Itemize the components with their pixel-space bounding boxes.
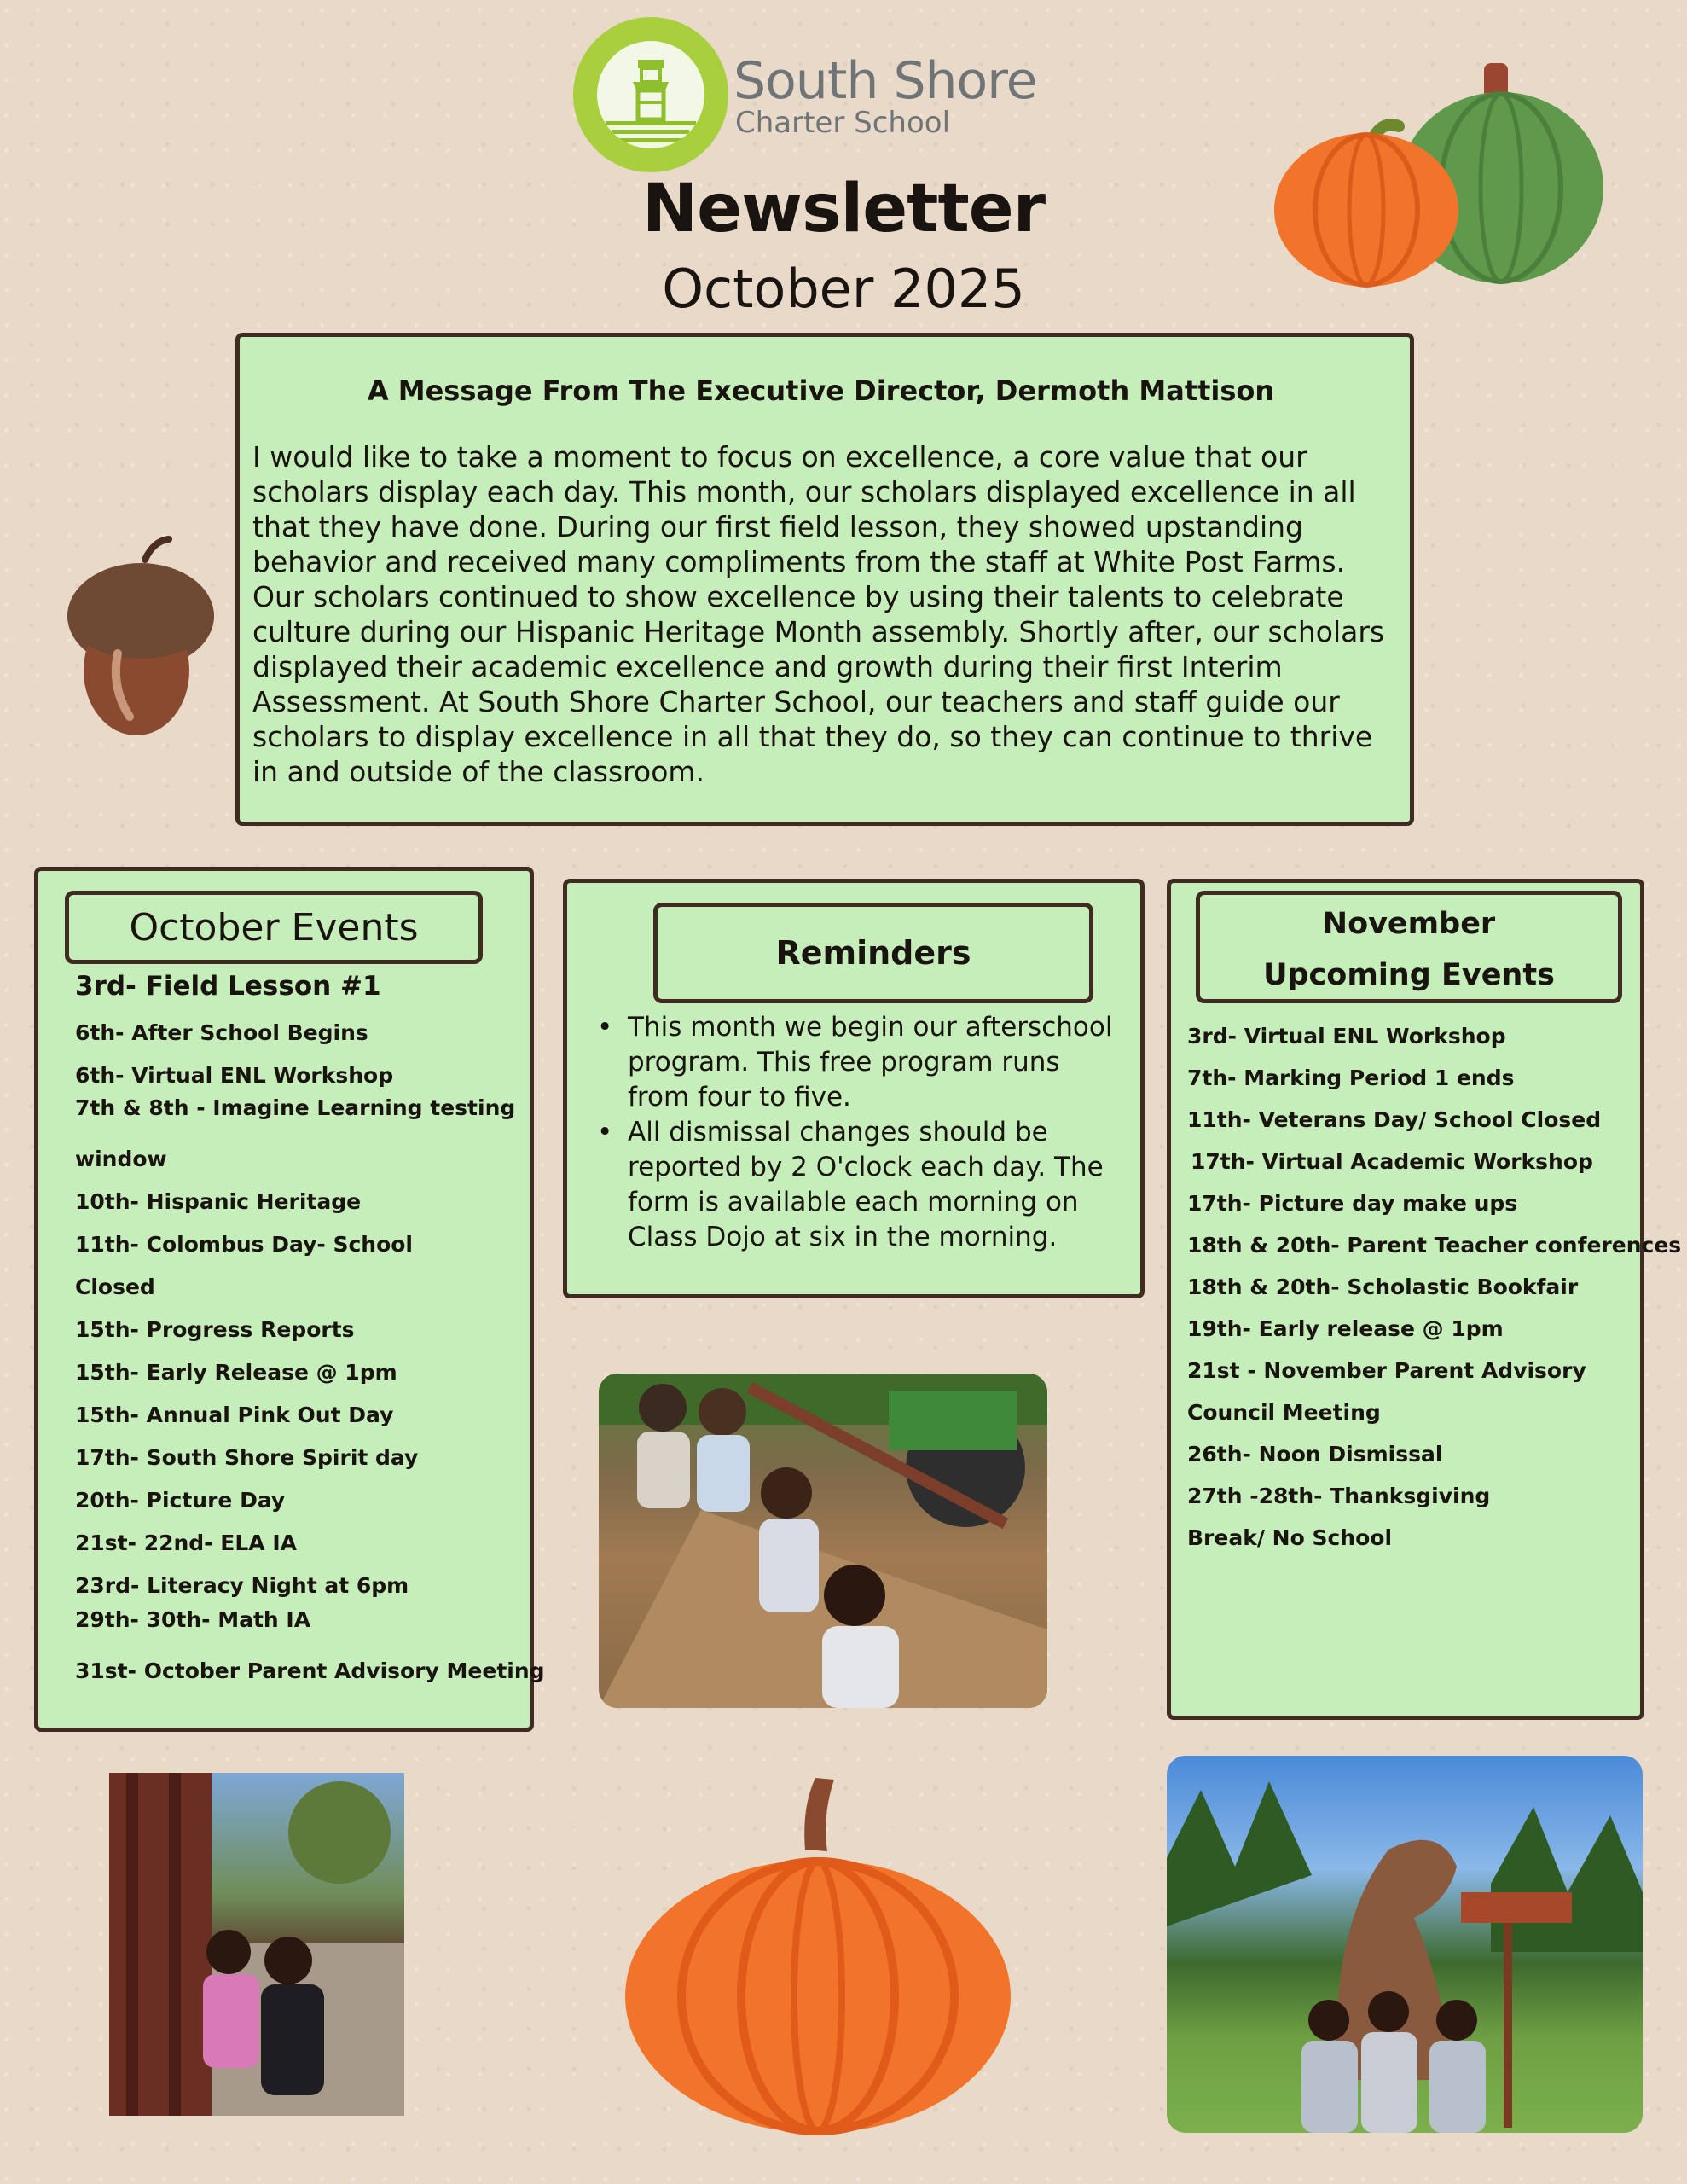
list-item: 29th- 30th- Math IA [75,1607,311,1632]
list-item: 27th -28th- Thanksgiving [1187,1484,1491,1508]
message-heading: A Message From The Executive Director, Dermoth Mattison [367,375,1275,407]
list-item: 7th- Marking Period 1 ends [1187,1066,1515,1090]
school-name: South Shore [733,51,1037,111]
list-item: 21st - November Parent Advisory [1187,1358,1586,1383]
list-item: 10th- Hispanic Heritage [75,1189,362,1214]
list-item: 17th- Picture day make ups [1187,1191,1518,1216]
list-item: 23rd- Literacy Night at 6pm [75,1573,409,1598]
hayride-photo [599,1374,1047,1708]
page-title: Newsletter [641,171,1046,247]
lighthouse-icon [597,41,704,148]
list-item: 7th & 8th - Imagine Learning testing [75,1095,516,1120]
list-item: 3rd- Virtual ENL Workshop [1187,1024,1506,1048]
list-item: 3rd- Field Lesson #1 [75,971,381,1002]
pumpkin-decoration [619,1773,1017,2136]
list-item: 6th- After School Begins [75,1020,368,1045]
message-body: I would like to take a moment to focus on excellence, a core value that our scholars display each day. This month, our scholars displayed excellence in all that they have done. During our first field lesson, they showed upstanding behavior and received many compliments from the staff at White Post Farms. Our scholars continued to show excellence by using their talents to celebrate culture during our Hispanic Heritage Month assembly. Shortly after, our scholars displayed their academic excellence and growth during their first Interim Assessment. At South Shore Charter School, our teachers and staff guide our scholars to display excellence in all that they do, so they can continue to thrive in and outside of the classroom. [252,440,1385,788]
reminders-list [597,1010,1126,1255]
list-item: 15th- Annual Pink Out Day [75,1403,394,1427]
list-item: 21st- 22nd- ELA IA [75,1531,297,1555]
page-subtitle: October 2025 [662,258,1025,320]
list-item: 31st- October Parent Advisory Meeting [75,1658,545,1683]
list-item: 15th- Early Release @ 1pm [75,1360,397,1385]
farm-photo [109,1773,404,2116]
november-heading-line2: Upcoming Events [1263,958,1555,992]
school-subname: Charter School [735,106,951,140]
list-item: 6th- Virtual ENL Workshop [75,1063,394,1088]
list-item: • All dismissal changes should be reported by 2 O'clock each day. The form is available each morning on Class Dojo at six in the morning. [628,1115,1126,1255]
list-item: Closed [75,1275,155,1299]
list-item: 17th- South Shore Spirit day [75,1445,419,1470]
list-item: 19th- Early release @ 1pm [1187,1316,1504,1341]
list-item: • This month we begin our afterschool program. This free program runs from four to five. [628,1010,1126,1115]
list-item: 18th & 20th- Scholastic Bookfair [1187,1275,1579,1299]
october-events-heading: October Events [65,891,483,964]
list-item: 18th & 20th- Parent Teacher conferences [1187,1233,1682,1258]
list-item: 15th- Progress Reports [75,1317,355,1342]
list-item: Break/ No School [1187,1525,1393,1550]
november-events-heading [1196,891,1622,1003]
director-message [235,333,1414,826]
november-heading-line1: November [1322,907,1496,941]
reminders-heading: Reminders [653,903,1093,1003]
list-item: 20th- Picture Day [75,1488,286,1513]
white-post-farms-photo [1167,1756,1643,2133]
list-item: 11th- Veterans Day/ School Closed [1187,1107,1602,1132]
list-item: Council Meeting [1187,1400,1381,1425]
acorn-decoration [60,534,222,739]
november-events-panel [1167,879,1644,1720]
list-item: window [75,1147,167,1171]
list-item: 11th- Colombus Day- School [75,1232,413,1257]
list-item: 17th- Virtual Academic Workshop [1191,1149,1593,1174]
pumpkins-decoration [1271,60,1612,299]
list-item: 26th- Noon Dismissal [1187,1442,1443,1467]
